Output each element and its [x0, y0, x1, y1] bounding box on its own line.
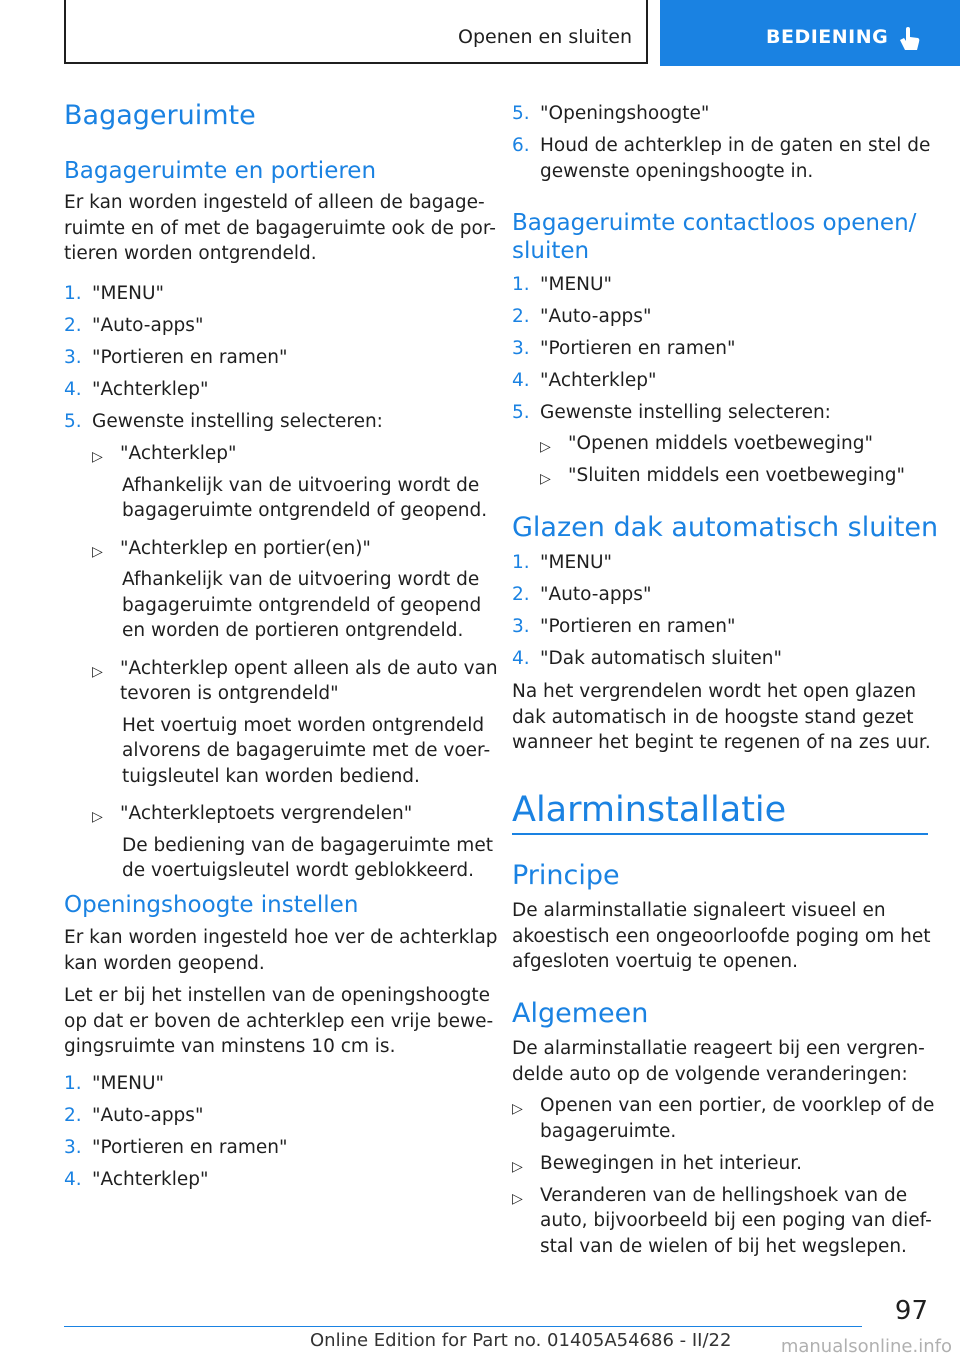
bullet-text: tevoren is ontgrendeld" [120, 683, 339, 704]
bullet-description: tuigsleutel kan worden bediend. [122, 765, 420, 787]
footer-edition: Online Edition for Part no. 01405A54686 - II/22 [310, 1330, 732, 1351]
list-number: 5. [512, 402, 530, 423]
bullet-description: bagageruimte ontgrendeld of geopend [122, 594, 482, 616]
bullet-description: Het voertuig moet worden ontgrendeld [122, 714, 485, 736]
paragraph: op dat er boven de achterklep een vrije bewe- [64, 1010, 494, 1032]
list-text: "Auto-apps" [540, 584, 652, 605]
list-text: "Auto-apps" [92, 315, 204, 336]
bullet-triangle-icon: ▷ [92, 663, 103, 680]
bullet-triangle-icon: ▷ [512, 1158, 523, 1175]
paragraph: Er kan worden ingesteld hoe ver de achterklap [64, 927, 498, 948]
subheading-glazen-dak: Glazen dak automatisch sluiten [512, 512, 939, 543]
list-text: "Portieren en ramen" [540, 616, 736, 637]
paragraph: ruimte en of met de bagageruimte ook de por- [64, 217, 496, 239]
subheading-contactloos: Bagageruimte contactloos openen/ [512, 210, 917, 236]
list-text: "Achterklep" [540, 370, 657, 391]
list-text: "Dak automatisch sluiten" [540, 648, 782, 669]
paragraph: afgesloten voertuig te openen. [512, 951, 798, 972]
bullet-description: De bediening van de bagageruimte met [122, 834, 493, 856]
subheading-openingshoogte: Openingshoogte instellen [64, 892, 359, 918]
header-section-box [64, 0, 648, 64]
list-text: "MENU" [540, 274, 613, 295]
subheading-bagageruimte-portieren: Bagageruimte en portieren [64, 158, 377, 184]
bullet-description: alvorens de bagageruimte met de voer- [122, 740, 491, 761]
list-number: 3. [512, 616, 530, 637]
list-number: 4. [64, 1169, 82, 1190]
bullet-text: Veranderen van de hellingshoek van de [540, 1184, 908, 1206]
bullet-triangle-icon: ▷ [92, 449, 103, 465]
bullet-text: auto, bijvoorbeeld bij een poging van dief- [540, 1210, 932, 1231]
list-text: "MENU" [92, 283, 165, 304]
paragraph: dak automatisch in de hoogste stand gezet [512, 706, 914, 728]
list-text: "Auto-apps" [540, 306, 652, 327]
footer-rule [64, 1326, 862, 1327]
list-text: "Auto-apps" [92, 1105, 204, 1126]
subheading-contactloos-2: sluiten [512, 238, 590, 264]
list-number: 1. [64, 1073, 82, 1094]
paragraph: De alarminstallatie reageert bij een vergren- [512, 1038, 925, 1059]
bullet-text: Openen van een portier, de voorklep of de [540, 1095, 935, 1116]
list-text: Houd de achterklep in de gaten en stel de [540, 135, 931, 156]
bullet-triangle-icon: ▷ [540, 439, 551, 455]
paragraph: De alarminstallatie signaleert visueel en [512, 900, 886, 921]
bullet-triangle-icon: ▷ [92, 543, 103, 560]
list-text: "Portieren en ramen" [540, 338, 736, 359]
header-section-title: Openen en sluiten [458, 26, 632, 48]
paragraph: Er kan worden ingesteld of alleen de bagage- [64, 192, 485, 213]
list-number: 5. [64, 411, 82, 432]
subheading-principe: Principe [512, 860, 620, 891]
bullet-description: Afhankelijk van de uitvoering wordt de [122, 569, 480, 590]
bullet-description: de voertuigsleutel wordt geblokkeerd. [122, 860, 475, 881]
list-number: 4. [64, 379, 82, 400]
list-number: 3. [512, 338, 530, 359]
bullet-triangle-icon: ▷ [512, 1101, 523, 1117]
bullet-text: "Achterklep en portier(en)" [120, 537, 371, 559]
watermark: manualsonline.info [780, 1336, 952, 1357]
paragraph: delde auto op de volgende veranderingen: [512, 1063, 908, 1085]
page-number: 97 [894, 1296, 928, 1326]
list-text: "Achterklep" [92, 379, 209, 400]
paragraph: Na het vergrendelen wordt het open glazen [512, 681, 917, 702]
paragraph: gingsruimte van minstens 10 cm is. [64, 1036, 396, 1057]
paragraph: tieren worden ontgrendeld. [64, 243, 317, 264]
header-chapter-tab[interactable] [660, 0, 960, 66]
bullet-text: bagageruimte. [540, 1120, 677, 1142]
pointing-hand-icon [896, 26, 922, 52]
list-number: 2. [64, 315, 82, 336]
list-number: 2. [512, 306, 530, 327]
bullet-text: "Achterklep" [120, 443, 237, 464]
bullet-triangle-icon: ▷ [92, 809, 103, 825]
list-text: "MENU" [540, 552, 613, 573]
paragraph: kan worden geopend. [64, 952, 265, 974]
bullet-description: bagageruimte ontgrendeld of geopend. [122, 500, 488, 521]
bullet-text: "Achterkleptoets vergrendelen" [120, 803, 413, 824]
list-number: 2. [64, 1105, 82, 1126]
bullet-text: "Achterklep opent alleen als de auto van [120, 657, 498, 679]
paragraph: wanneer het begint te regenen of na zes uur. [512, 732, 931, 753]
list-text: "Achterklep" [92, 1169, 209, 1190]
bullet-text: "Sluiten middels een voetbeweging" [568, 465, 905, 486]
bullet-description: en worden de portieren ontgrendeld. [122, 620, 464, 641]
list-number: 1. [512, 552, 530, 573]
section-heading-alarminstallatie: Alarminstallatie [512, 790, 787, 830]
bullet-triangle-icon: ▷ [512, 1190, 523, 1207]
paragraph: Let er bij het instellen van de openingshoogte [64, 985, 490, 1006]
list-number: 6. [512, 135, 530, 156]
list-number: 2. [512, 584, 530, 605]
bullet-text: Bewegingen in het interieur. [540, 1152, 803, 1174]
list-number: 1. [512, 274, 530, 295]
list-number: 1. [64, 283, 82, 304]
list-number: 3. [64, 347, 82, 368]
bullet-text: stal van de wielen of bij het wegslepen. [540, 1235, 907, 1257]
list-text: "Portieren en ramen" [92, 1137, 288, 1158]
list-text: Gewenste instelling selecteren: [92, 411, 383, 432]
list-text: "Openingshoogte" [540, 103, 710, 124]
section-rule [512, 833, 928, 835]
paragraph: akoestisch een ongeoorloofde poging om het [512, 925, 931, 947]
list-text: gewenste openingshoogte in. [540, 160, 814, 182]
list-text: Gewenste instelling selecteren: [540, 402, 831, 423]
list-text: "Portieren en ramen" [92, 347, 288, 368]
section-heading-bagageruimte: Bagageruimte [64, 100, 256, 131]
list-number: 4. [512, 648, 530, 669]
header-chapter-title: BEDIENING [766, 26, 889, 48]
bullet-triangle-icon: ▷ [540, 471, 551, 487]
list-number: 4. [512, 370, 530, 391]
list-number: 3. [64, 1137, 82, 1158]
subheading-algemeen: Algemeen [512, 998, 649, 1029]
list-text: "MENU" [92, 1073, 165, 1094]
bullet-text: "Openen middels voetbeweging" [568, 433, 873, 454]
list-number: 5. [512, 103, 530, 124]
bullet-description: Afhankelijk van de uitvoering wordt de [122, 474, 480, 496]
